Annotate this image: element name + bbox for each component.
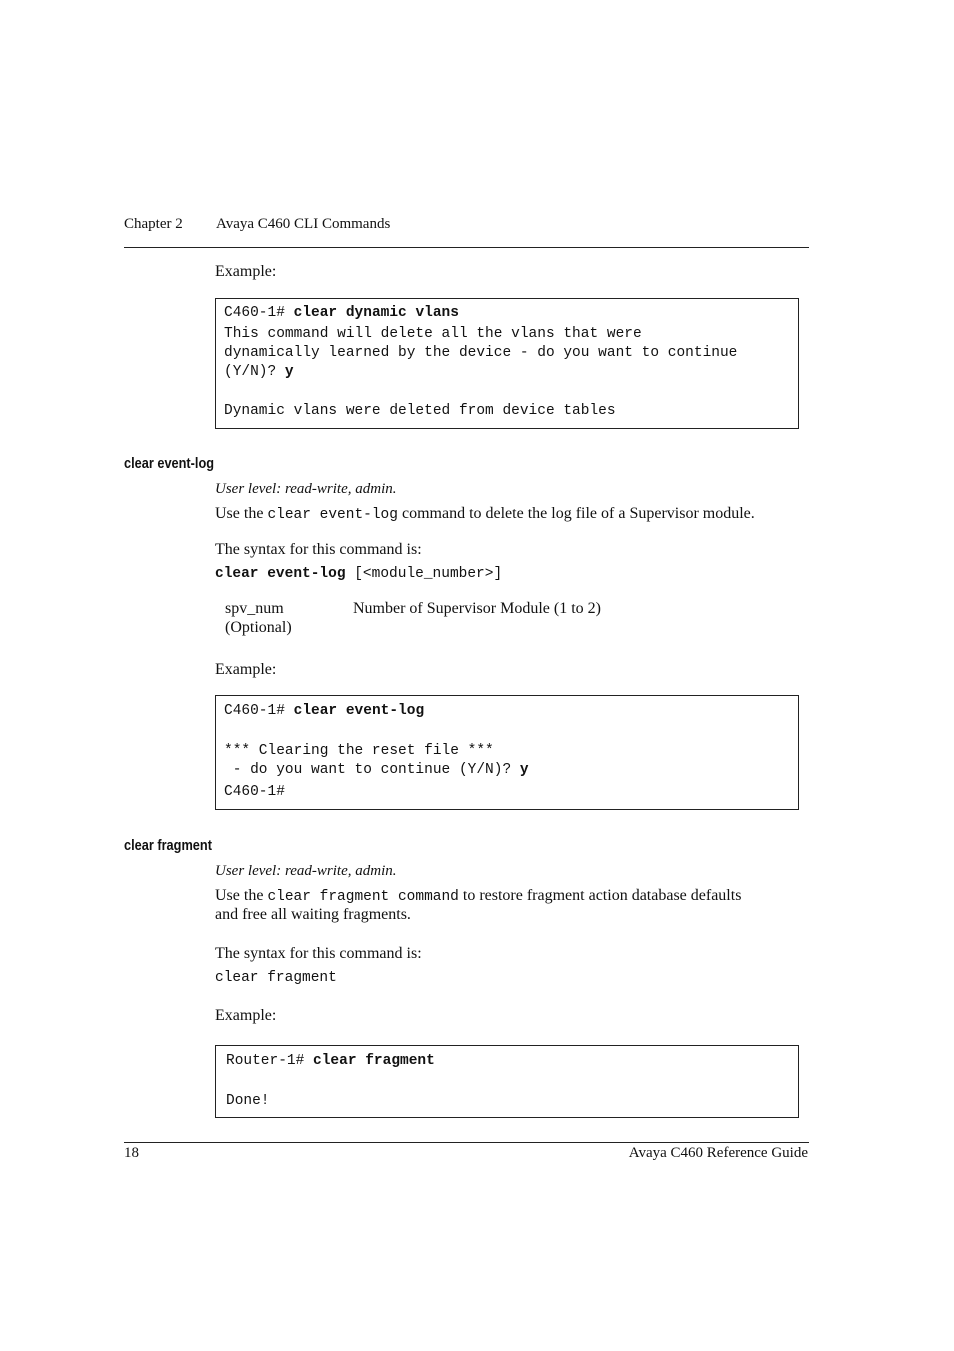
code-line: - do you want to continue (Y/N)? y — [224, 762, 529, 778]
user-level: User level: read-write, admin. — [215, 481, 397, 497]
code-example-box — [215, 1045, 799, 1118]
code-line: This command will delete all the vlans that were — [224, 326, 642, 342]
section-heading: clear event-log — [124, 456, 215, 472]
command-description: Use the clear event-log command to delete the log file of a Supervisor module. — [215, 505, 755, 523]
code-line: C460-1# clear event-log — [224, 703, 425, 719]
code-example-box — [215, 298, 799, 429]
syntax-intro: The syntax for this command is: — [215, 945, 422, 962]
code-line: Dynamic vlans were deleted from device tables — [224, 403, 616, 419]
guide-title: Avaya C460 Reference Guide — [628, 1145, 808, 1161]
param-optional: (Optional) — [225, 619, 292, 636]
syntax-line: clear fragment — [215, 970, 337, 986]
header-rule — [124, 247, 809, 248]
code-line: Done! — [226, 1093, 270, 1109]
page-number: 18 — [124, 1145, 139, 1161]
section-heading: clear fragment — [124, 838, 212, 854]
chapter-label: Chapter 2 — [124, 216, 183, 232]
code-example-box — [215, 695, 799, 810]
user-level: User level: read-write, admin. — [215, 863, 397, 879]
syntax-intro: The syntax for this command is: — [215, 541, 422, 558]
param-description: Number of Supervisor Module (1 to 2) — [353, 600, 601, 617]
command-description: Use the clear fragment command to restore fragment action database defaults — [215, 887, 742, 905]
param-name: spv_num — [225, 600, 284, 617]
code-line: (Y/N)? y — [224, 364, 294, 380]
footer-rule — [124, 1142, 809, 1143]
command-description-line2: and free all waiting fragments. — [215, 906, 411, 923]
syntax-line: clear event-log [<module_number>] — [215, 566, 503, 582]
example-label: Example: — [215, 661, 277, 678]
example-label: Example: — [215, 1007, 277, 1024]
example-label: Example: — [215, 263, 277, 280]
code-line: Router-1# clear fragment — [226, 1053, 435, 1069]
code-line: *** Clearing the reset file *** — [224, 743, 494, 759]
code-line: dynamically learned by the device - do you want to continue — [224, 345, 738, 361]
chapter-title: Avaya C460 CLI Commands — [216, 216, 391, 232]
code-line: C460-1# clear dynamic vlans — [224, 305, 459, 321]
code-line: C460-1# — [224, 784, 285, 800]
